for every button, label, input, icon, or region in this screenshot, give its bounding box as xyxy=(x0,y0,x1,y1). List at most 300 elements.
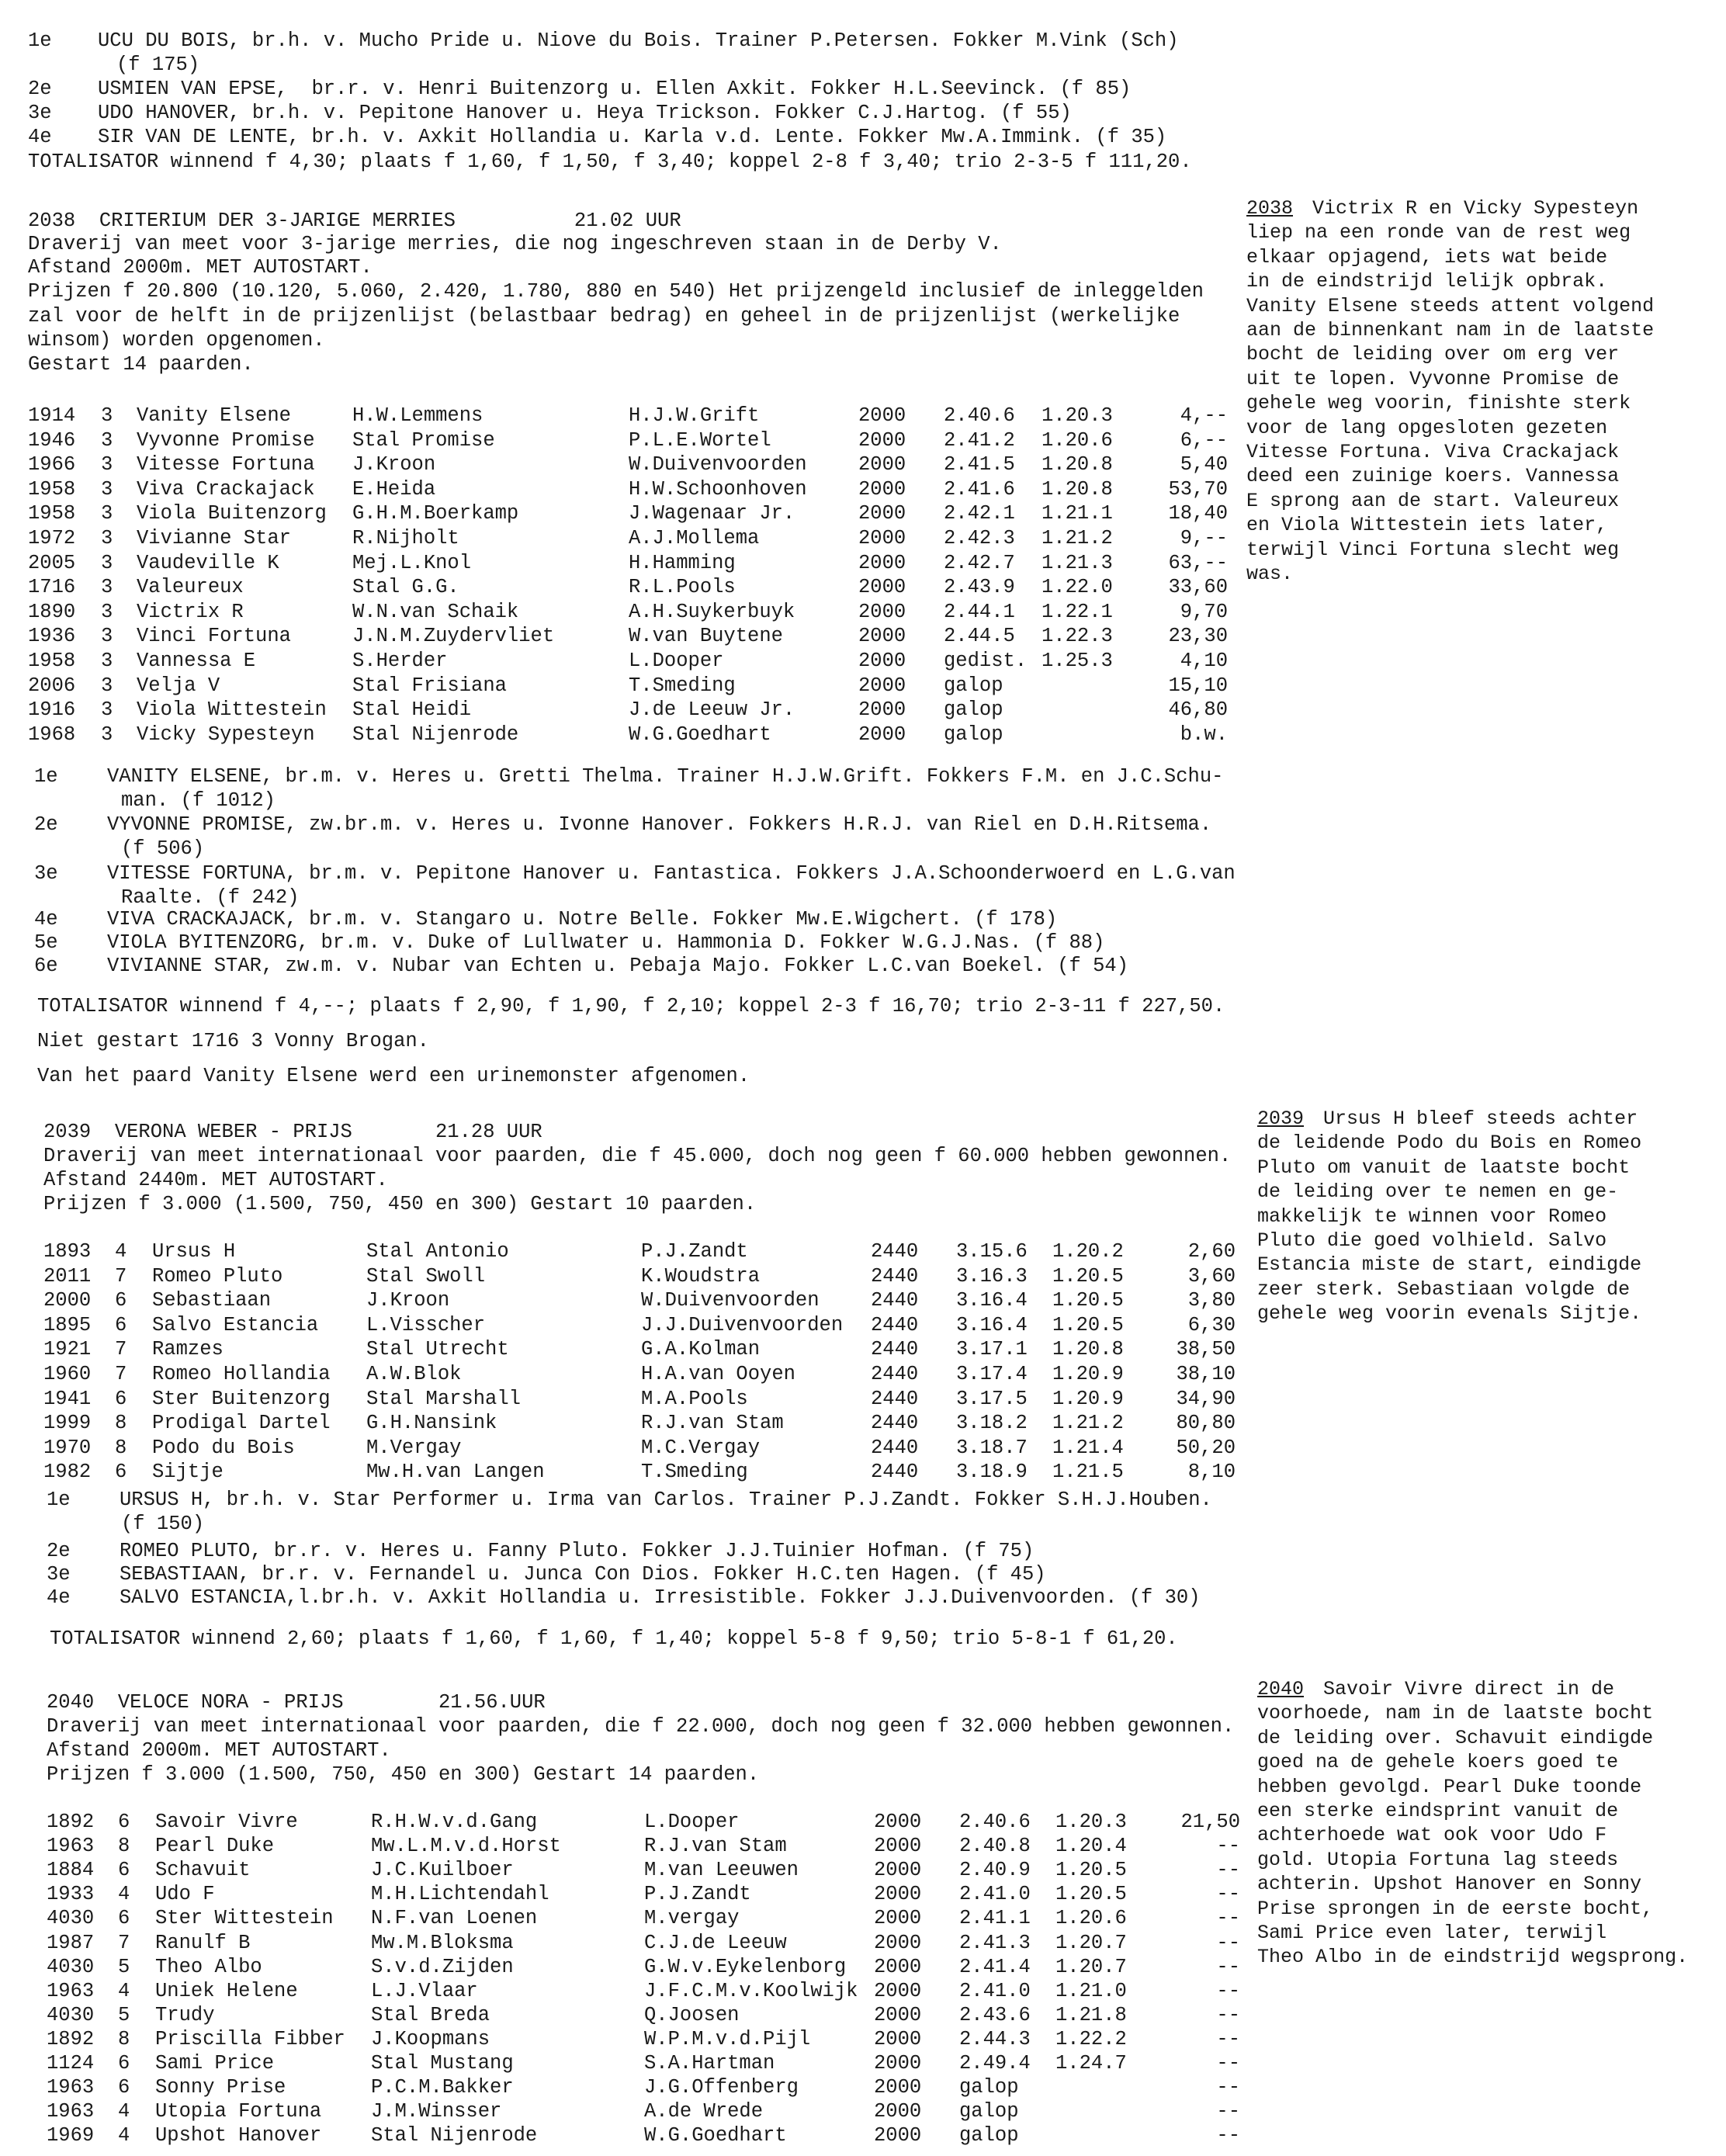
cell-horse: Pearl Duke xyxy=(155,1835,275,1858)
result-row xyxy=(0,1411,1726,1436)
comment-line: Ursus H bleef steeds achter xyxy=(1312,1107,1638,1130)
cell-driver: W.G.Goedhart xyxy=(644,2124,787,2147)
result-row xyxy=(0,1337,1726,1362)
cell-odds: 6,30 xyxy=(1187,1313,1236,1336)
comment-line: hebben gevolgd. Pearl Duke toonde xyxy=(1257,1775,1642,1798)
cell-nr: 1946 xyxy=(28,428,76,452)
race-info: Draverij van meet voor 3-jarige merries, die nog ingeschreven staan in de Derby V. xyxy=(28,233,1002,255)
cell-age: 4 xyxy=(115,1240,127,1263)
comment-line: Vitesse Fortuna. Viva Crackajack xyxy=(1246,441,1620,463)
cell-odds: -- xyxy=(1216,1907,1240,1930)
cell-age: 6 xyxy=(118,1859,130,1882)
note: Van het paard Vanity Elsene werd een urinemonster afgenomen. xyxy=(37,1065,750,1087)
cell-time: 3.16.4 xyxy=(956,1289,1028,1312)
cell-age: 6 xyxy=(118,1811,130,1833)
cell-driver: R.L.Pools xyxy=(629,576,736,599)
cell-owner: Stal Nijenrode xyxy=(371,2124,538,2147)
cell-km: 1.20.5 xyxy=(1052,1289,1124,1312)
cell-owner: Stal Mustang xyxy=(371,2052,514,2075)
cell-dist: 2000 xyxy=(858,453,906,477)
cell-age: 3 xyxy=(101,674,113,697)
place-text: VIVIANNE STAR, zw.m. v. Nubar van Echten u. Pebaja Majo. Fokker L.C.van Boekel. (f 54) xyxy=(107,955,1129,977)
cell-horse: Sijtje xyxy=(152,1461,224,1484)
place-label: 2e xyxy=(28,78,52,100)
cell-horse: Schavuit xyxy=(155,1859,251,1882)
cell-time: 2.41.3 xyxy=(959,1931,1031,1954)
cell-odds: 5,40 xyxy=(1180,453,1228,477)
cell-nr: 2006 xyxy=(28,674,76,697)
cell-km: 1.25.3 xyxy=(1041,650,1113,672)
cell-age: 6 xyxy=(118,2052,130,2075)
cell-odds: 18,40 xyxy=(1168,502,1228,525)
cell-driver: C.J.de Leeuw xyxy=(644,1931,787,1954)
cell-odds: 63,-- xyxy=(1168,551,1228,574)
cell-odds: 3,80 xyxy=(1187,1289,1236,1312)
cell-driver: H.W.Schoonhoven xyxy=(629,477,807,501)
cell-dist: 2440 xyxy=(871,1363,919,1385)
cell-km: 1.20.6 xyxy=(1055,1907,1127,1930)
cell-odds: 8,10 xyxy=(1187,1461,1236,1484)
cell-dist: 2000 xyxy=(858,600,906,623)
cell-odds: 34,90 xyxy=(1176,1387,1236,1410)
cell-horse: Salvo Estancia xyxy=(152,1313,319,1336)
cell-owner: R.H.W.v.d.Gang xyxy=(371,1811,538,1833)
cell-horse: Vaudeville K xyxy=(137,551,279,574)
cell-nr: 2005 xyxy=(28,551,76,574)
cell-km: 1.20.3 xyxy=(1055,1811,1127,1833)
cell-km: 1.20.5 xyxy=(1055,1859,1127,1882)
cell-owner: W.N.van Schaik xyxy=(352,600,519,623)
cell-horse: Ramzes xyxy=(152,1338,224,1361)
cell-time: 3.18.2 xyxy=(956,1412,1028,1435)
result-row xyxy=(0,649,1726,674)
race-title: 2039 VERONA WEBER - PRIJS 21.28 UUR xyxy=(43,1121,542,1143)
cell-driver: J.J.Duivenvoorden xyxy=(641,1313,844,1336)
cell-time: 2.43.9 xyxy=(944,576,1015,599)
cell-nr: 4030 xyxy=(47,2003,95,2026)
cell-owner: A.W.Blok xyxy=(366,1363,462,1385)
cell-dist: 2000 xyxy=(874,2076,922,2099)
result-row xyxy=(0,1436,1726,1461)
cell-km: 1.20.2 xyxy=(1052,1240,1124,1263)
cell-nr: 1933 xyxy=(47,1883,95,1906)
cell-km: 1.22.3 xyxy=(1041,625,1113,648)
cell-odds: -- xyxy=(1216,2124,1240,2147)
cell-horse: Priscilla Fibber xyxy=(155,2027,345,2050)
cell-nr: 1963 xyxy=(47,1835,95,1858)
cell-odds: -- xyxy=(1216,2100,1240,2123)
cell-time: 2.41.0 xyxy=(959,1883,1031,1906)
totalisator: TOTALISATOR winnend f 4,--; plaats f 2,90, f 1,90, f 2,10; koppel 2-3 f 16,70; trio 2-3-11 f 227,50. xyxy=(37,995,1225,1017)
cell-horse: Viola Buitenzorg xyxy=(137,502,327,525)
cell-horse: Sebastiaan xyxy=(152,1289,272,1312)
cell-nr: 4030 xyxy=(47,1907,95,1930)
result-row xyxy=(0,2099,1726,2123)
cell-horse: Ursus H xyxy=(152,1240,236,1263)
cell-nr: 1999 xyxy=(43,1412,92,1435)
cell-driver: J.G.Offenberg xyxy=(644,2076,799,2099)
cell-km: 1.21.2 xyxy=(1041,527,1113,549)
cell-age: 8 xyxy=(118,1835,130,1858)
cell-time: 2.43.6 xyxy=(959,2003,1031,2026)
comment-line: voor de lang opgesloten gezeten xyxy=(1246,416,1608,439)
cell-dist: 2440 xyxy=(871,1264,919,1288)
cell-time: 2.42.3 xyxy=(944,527,1015,549)
cell-horse: Podo du Bois xyxy=(152,1436,295,1459)
cell-km: 1.22.2 xyxy=(1055,2027,1127,2050)
cell-owner: J.C.Kuilboer xyxy=(371,1859,514,1882)
cell-driver: A.J.Mollema xyxy=(629,527,760,549)
place-text: (f 150) xyxy=(121,1513,205,1535)
comment-line: goed na de gehele koers goed te xyxy=(1257,1751,1619,1774)
comment-line: in de eindstrijd lelijk opbrak. xyxy=(1246,270,1608,293)
cell-time: 3.16.3 xyxy=(956,1264,1028,1288)
cell-horse: Utopia Fortuna xyxy=(155,2100,322,2123)
cell-horse: Sonny Prise xyxy=(155,2076,286,2099)
cell-driver: H.A.van Ooyen xyxy=(641,1363,795,1385)
cell-odds: 15,10 xyxy=(1168,674,1228,697)
cell-age: 3 xyxy=(101,453,113,477)
cell-km: 1.21.0 xyxy=(1055,1979,1127,2002)
cell-km: 1.22.0 xyxy=(1041,576,1113,599)
cell-horse: Romeo Pluto xyxy=(152,1264,283,1288)
cell-time: galop xyxy=(944,723,1003,746)
cell-owner: G.H.M.Boerkamp xyxy=(352,502,519,525)
race-info: winsom) worden opgenomen. xyxy=(28,329,325,352)
cell-driver: L.Dooper xyxy=(629,650,724,672)
cell-odds: 53,70 xyxy=(1168,477,1228,501)
cell-horse: Ranulf B xyxy=(155,1931,251,1954)
cell-dist: 2000 xyxy=(874,2052,922,2075)
cell-nr: 1921 xyxy=(43,1338,92,1361)
cell-age: 3 xyxy=(101,698,113,722)
cell-owner: Stal Utrecht xyxy=(366,1338,509,1361)
place-label: 6e xyxy=(34,955,58,977)
cell-driver: W.van Buytene xyxy=(629,625,783,648)
cell-odds: 33,60 xyxy=(1168,576,1228,599)
comment-line: achterhoede wat ook voor Udo F xyxy=(1257,1824,1607,1847)
cell-time: 2.41.6 xyxy=(944,477,1015,501)
place-label: 3e xyxy=(28,102,52,124)
cell-nr: 1963 xyxy=(47,1979,95,2002)
cell-time: 3.15.6 xyxy=(956,1240,1028,1263)
place-text: VIOLA BYITENZORG, br.m. v. Duke of Lullwater u. Hammonia D. Fokker W.G.J.Nas. (f 88) xyxy=(107,931,1105,954)
cell-nr: 1124 xyxy=(47,2052,95,2075)
cell-time: 2.41.0 xyxy=(959,1979,1031,2002)
cell-km: 1.20.7 xyxy=(1055,1931,1127,1954)
cell-age: 4 xyxy=(118,1883,130,1906)
cell-time: 2.42.1 xyxy=(944,502,1015,525)
cell-dist: 2000 xyxy=(858,576,906,599)
cell-owner: M.Vergay xyxy=(366,1436,462,1459)
place-text: SIR VAN DE LENTE, br.h. v. Axkit Hollandia u. Karla v.d. Lente. Fokker Mw.A.Immink. (f 35) xyxy=(98,126,1167,148)
cell-age: 3 xyxy=(101,428,113,452)
cell-owner: Stal Frisiana xyxy=(352,674,507,697)
place-text: man. (f 1012) xyxy=(121,789,276,812)
cell-time: 2.40.6 xyxy=(944,404,1015,427)
place-text: VANITY ELSENE, br.m. v. Heres u. Gretti Thelma. Trainer H.J.W.Grift. Fokkers F.M. en J.C.Schu- xyxy=(107,765,1224,788)
place-label: 4e xyxy=(28,126,52,148)
cell-odds: 38,50 xyxy=(1176,1338,1236,1361)
cell-age: 3 xyxy=(101,404,113,427)
cell-odds: 9,-- xyxy=(1180,527,1228,549)
cell-km: 1.20.9 xyxy=(1052,1363,1124,1385)
cell-time: galop xyxy=(944,698,1003,722)
cell-age: 5 xyxy=(118,2003,130,2026)
cell-owner: G.H.Nansink xyxy=(366,1412,497,1435)
place-label: 4e xyxy=(47,1586,71,1609)
cell-dist: 2000 xyxy=(874,2027,922,2050)
cell-nr: 1958 xyxy=(28,477,76,501)
cell-age: 8 xyxy=(115,1412,127,1435)
cell-time: 3.18.9 xyxy=(956,1461,1028,1484)
cell-km: 1.20.9 xyxy=(1052,1387,1124,1410)
cell-age: 3 xyxy=(101,551,113,574)
cell-odds: 38,10 xyxy=(1176,1363,1236,1385)
race-info: Gestart 14 paarden. xyxy=(28,353,254,376)
place-text: VIVA CRACKAJACK, br.m. v. Stangaro u. Notre Belle. Fokker Mw.E.Wigchert. (f 178) xyxy=(107,908,1058,931)
comment-line: was. xyxy=(1246,563,1294,585)
comment-line: Sami Price even later, terwijl xyxy=(1257,1922,1607,1944)
comment-line: zeer sterk. Sebastiaan volgde de xyxy=(1257,1277,1631,1301)
cell-odds: 46,80 xyxy=(1168,698,1228,722)
cell-age: 4 xyxy=(118,2100,130,2123)
race-title: 2040 VELOCE NORA - PRIJS 21.56.UUR xyxy=(47,1691,546,1714)
result-row xyxy=(0,2123,1726,2147)
cell-nr: 1972 xyxy=(28,527,76,549)
cell-km: 1.21.3 xyxy=(1041,551,1113,574)
cell-horse: Viva Crackajack xyxy=(137,477,315,501)
cell-time: 2.49.4 xyxy=(959,2052,1031,2075)
cell-age: 8 xyxy=(115,1436,127,1459)
comment-line: gehele weg voorin evenals Sijtje. xyxy=(1257,1302,1642,1326)
cell-owner: Mej.L.Knol xyxy=(352,551,472,574)
comment-line: bocht de leiding over om erg ver xyxy=(1246,343,1620,366)
cell-driver: T.Smeding xyxy=(641,1461,748,1484)
comment-line: gold. Utopia Fortuna lag steeds xyxy=(1257,1848,1619,1871)
cell-dist: 2000 xyxy=(858,477,906,501)
cell-age: 7 xyxy=(118,1931,130,1954)
cell-dist: 2000 xyxy=(874,1859,922,1882)
cell-odds: -- xyxy=(1216,1835,1240,1858)
comment-line: de leiding over te nemen en ge- xyxy=(1257,1180,1619,1204)
cell-dist: 2000 xyxy=(874,2003,922,2026)
cell-owner: Stal Marshall xyxy=(366,1387,521,1410)
cell-owner: S.v.d.Zijden xyxy=(371,1955,514,1978)
place-label: 1e xyxy=(47,1489,71,1511)
comment-line: de leidende Podo du Bois en Romeo xyxy=(1257,1132,1642,1155)
cell-owner: J.N.M.Zuydervliet xyxy=(352,625,555,648)
cell-age: 7 xyxy=(115,1264,127,1288)
cell-age: 8 xyxy=(118,2027,130,2050)
cell-age: 6 xyxy=(118,2076,130,2099)
cell-driver: G.A.Kolman xyxy=(641,1338,761,1361)
place-label: 4e xyxy=(34,908,58,931)
result-row xyxy=(0,2075,1726,2099)
comment-line: deed een zuinige koers. Vannessa xyxy=(1246,465,1620,488)
cell-odds: 9,70 xyxy=(1180,600,1228,623)
cell-driver: W.G.Goedhart xyxy=(629,723,771,746)
cell-driver: S.A.Hartman xyxy=(644,2052,775,2075)
cell-nr: 1958 xyxy=(28,650,76,672)
cell-driver: Q.Joosen xyxy=(644,2003,740,2026)
cell-time: galop xyxy=(944,674,1003,697)
cell-driver: H.Hamming xyxy=(629,551,736,574)
cell-dist: 2440 xyxy=(871,1412,919,1435)
result-row xyxy=(0,698,1726,723)
cell-dist: 2440 xyxy=(871,1338,919,1361)
cell-nr: 2000 xyxy=(43,1289,92,1312)
cell-km: 1.20.4 xyxy=(1055,1835,1127,1858)
cell-nr: 1916 xyxy=(28,698,76,722)
comment-line: de leiding over. Schavuit eindigde xyxy=(1257,1726,1654,1749)
cell-nr: 1716 xyxy=(28,576,76,599)
cell-dist: 2000 xyxy=(858,527,906,549)
cell-dist: 2000 xyxy=(874,1907,922,1930)
cell-horse: Romeo Hollandia xyxy=(152,1363,331,1385)
cell-owner: Stal Nijenrode xyxy=(352,723,519,746)
cell-driver: J.F.C.M.v.Koolwijk xyxy=(644,1979,858,2002)
cell-age: 3 xyxy=(101,600,113,623)
cell-owner: J.Kroon xyxy=(352,453,436,477)
cell-odds: 6,-- xyxy=(1180,428,1228,452)
cell-dist: 2000 xyxy=(858,502,906,525)
place-text: (f 506) xyxy=(121,837,205,860)
cell-time: 2.41.5 xyxy=(944,453,1015,477)
comment-race-number: 2039 xyxy=(1257,1107,1305,1130)
race-info: Prijzen f 3.000 (1.500, 750, 450 en 300) Gestart 10 paarden. xyxy=(43,1193,757,1215)
cell-owner: Stal G.G. xyxy=(352,576,459,599)
cell-age: 7 xyxy=(115,1338,127,1361)
cell-odds: -- xyxy=(1216,2003,1240,2026)
cell-nr: 1892 xyxy=(47,1811,95,1833)
cell-km: 1.24.7 xyxy=(1055,2052,1127,2075)
cell-km: 1.20.6 xyxy=(1041,428,1113,452)
cell-driver: J.Wagenaar Jr. xyxy=(629,502,795,525)
cell-km: 1.20.8 xyxy=(1052,1338,1124,1361)
cell-nr: 1895 xyxy=(43,1313,92,1336)
cell-horse: Viola Wittestein xyxy=(137,698,327,722)
cell-driver: M.A.Pools xyxy=(641,1387,748,1410)
cell-dist: 2000 xyxy=(874,1835,922,1858)
cell-driver: W.P.M.v.d.Pijl xyxy=(644,2027,811,2050)
cell-owner: Stal Promise xyxy=(352,428,495,452)
cell-odds: 4,-- xyxy=(1180,404,1228,427)
place-label: 1e xyxy=(28,29,52,52)
cell-horse: Vyvonne Promise xyxy=(137,428,315,452)
cell-horse: Valeureux xyxy=(137,576,244,599)
cell-nr: 1936 xyxy=(28,625,76,648)
cell-nr: 1941 xyxy=(43,1387,92,1410)
cell-nr: 1970 xyxy=(43,1436,92,1459)
cell-dist: 2440 xyxy=(871,1289,919,1312)
cell-odds: -- xyxy=(1216,1859,1240,1882)
cell-driver: A.de Wrede xyxy=(644,2100,764,2123)
cell-owner: S.Herder xyxy=(352,650,448,672)
cell-owner: Mw.L.M.v.d.Horst xyxy=(371,1835,561,1858)
result-row xyxy=(0,2051,1726,2075)
cell-nr: 1968 xyxy=(28,723,76,746)
comment-race-number: 2040 xyxy=(1257,1678,1305,1700)
cell-owner: Mw.M.Bloksma xyxy=(371,1931,514,1954)
cell-nr: 1982 xyxy=(43,1461,92,1484)
cell-dist: 2440 xyxy=(871,1313,919,1336)
cell-horse: Trudy xyxy=(155,2003,215,2026)
cell-owner: Mw.H.van Langen xyxy=(366,1461,545,1484)
cell-time: 2.42.7 xyxy=(944,551,1015,574)
cell-driver: G.W.v.Eykelenborg xyxy=(644,1955,847,1978)
cell-driver: R.J.van Stam xyxy=(644,1835,787,1858)
cell-dist: 2440 xyxy=(871,1461,919,1484)
place-text: Raalte. (f 242) xyxy=(121,886,300,909)
cell-dist: 2440 xyxy=(871,1387,919,1410)
cell-dist: 2000 xyxy=(874,1931,922,1954)
cell-horse: Velja V xyxy=(137,674,220,697)
cell-dist: 2000 xyxy=(874,1955,922,1978)
cell-horse: Victrix R xyxy=(137,600,244,623)
cell-km: 1.21.5 xyxy=(1052,1461,1124,1484)
cell-time: 3.16.4 xyxy=(956,1313,1028,1336)
comment-line: een sterke eindsprint vanuit de xyxy=(1257,1800,1619,1822)
cell-dist: 2000 xyxy=(858,404,906,427)
cell-age: 3 xyxy=(101,502,113,525)
cell-km: 1.21.1 xyxy=(1041,502,1113,525)
cell-km: 1.20.7 xyxy=(1055,1955,1127,1978)
cell-nr: 2011 xyxy=(43,1264,92,1288)
result-row xyxy=(0,1362,1726,1387)
cell-driver: P.J.Zandt xyxy=(641,1240,748,1263)
place-text: VYVONNE PROMISE, zw.br.m. v. Heres u. Ivonne Hanover. Fokkers H.R.J. van Riel en D.H.Ritsema. xyxy=(107,813,1212,836)
cell-time: 2.40.6 xyxy=(959,1811,1031,1833)
place-label: 5e xyxy=(34,931,58,954)
cell-owner: J.M.Winsser xyxy=(371,2100,502,2123)
cell-nr: 1958 xyxy=(28,502,76,525)
place-label: 2e xyxy=(34,813,58,836)
cell-time: 2.44.3 xyxy=(959,2027,1031,2050)
cell-time: 2.44.1 xyxy=(944,600,1015,623)
cell-dist: 2000 xyxy=(874,2100,922,2123)
cell-dist: 2000 xyxy=(858,698,906,722)
place-label: 3e xyxy=(34,862,58,885)
comment-line: Victrix R en Vicky Sypesteyn xyxy=(1301,197,1639,220)
comment-line: Estancia miste de start, eindigde xyxy=(1257,1253,1642,1277)
place-text: SEBASTIAAN, br.r. v. Fernandel u. Junca Con Dios. Fokker H.C.ten Hagen. (f 45) xyxy=(120,1563,1046,1586)
cell-time: 2.41.4 xyxy=(959,1955,1031,1978)
race-info: Prijzen f 20.800 (10.120, 5.060, 2.420, 1.780, 880 en 540) Het prijzengeld inclusief de inleggelden xyxy=(28,280,1204,303)
cell-age: 6 xyxy=(115,1461,127,1484)
cell-horse: Vinci Fortuna xyxy=(137,625,291,648)
cell-driver: R.J.van Stam xyxy=(641,1412,784,1435)
cell-age: 3 xyxy=(101,477,113,501)
cell-owner: J.Koopmans xyxy=(371,2027,490,2050)
cell-time: 3.17.1 xyxy=(956,1338,1028,1361)
cell-horse: Sami Price xyxy=(155,2052,275,2075)
cell-owner: L.Visscher xyxy=(366,1313,486,1336)
comment-line: gehele weg voorin, finishte sterk xyxy=(1246,392,1631,415)
cell-time: gedist. xyxy=(944,650,1028,672)
cell-time: 2.40.8 xyxy=(959,1835,1031,1858)
cell-driver: M.C.Vergay xyxy=(641,1436,761,1459)
cell-odds: 4,10 xyxy=(1180,650,1228,672)
comment-line: Vanity Elsene steeds attent volgend xyxy=(1246,294,1655,317)
race-info: Afstand 2000m. MET AUTOSTART. xyxy=(47,1739,391,1762)
cell-age: 3 xyxy=(101,650,113,672)
race-title: 2038 CRITERIUM DER 3-JARIGE MERRIES 21.02 UUR xyxy=(28,210,681,232)
cell-horse: Theo Albo xyxy=(155,1955,262,1978)
cell-nr: 1963 xyxy=(47,2100,95,2123)
cell-km: 1.20.5 xyxy=(1052,1313,1124,1336)
race-info: Draverij van meet internationaal voor paarden, die f 45.000, doch nog geen f 60.000 hebben gewonnen. xyxy=(43,1145,1232,1167)
